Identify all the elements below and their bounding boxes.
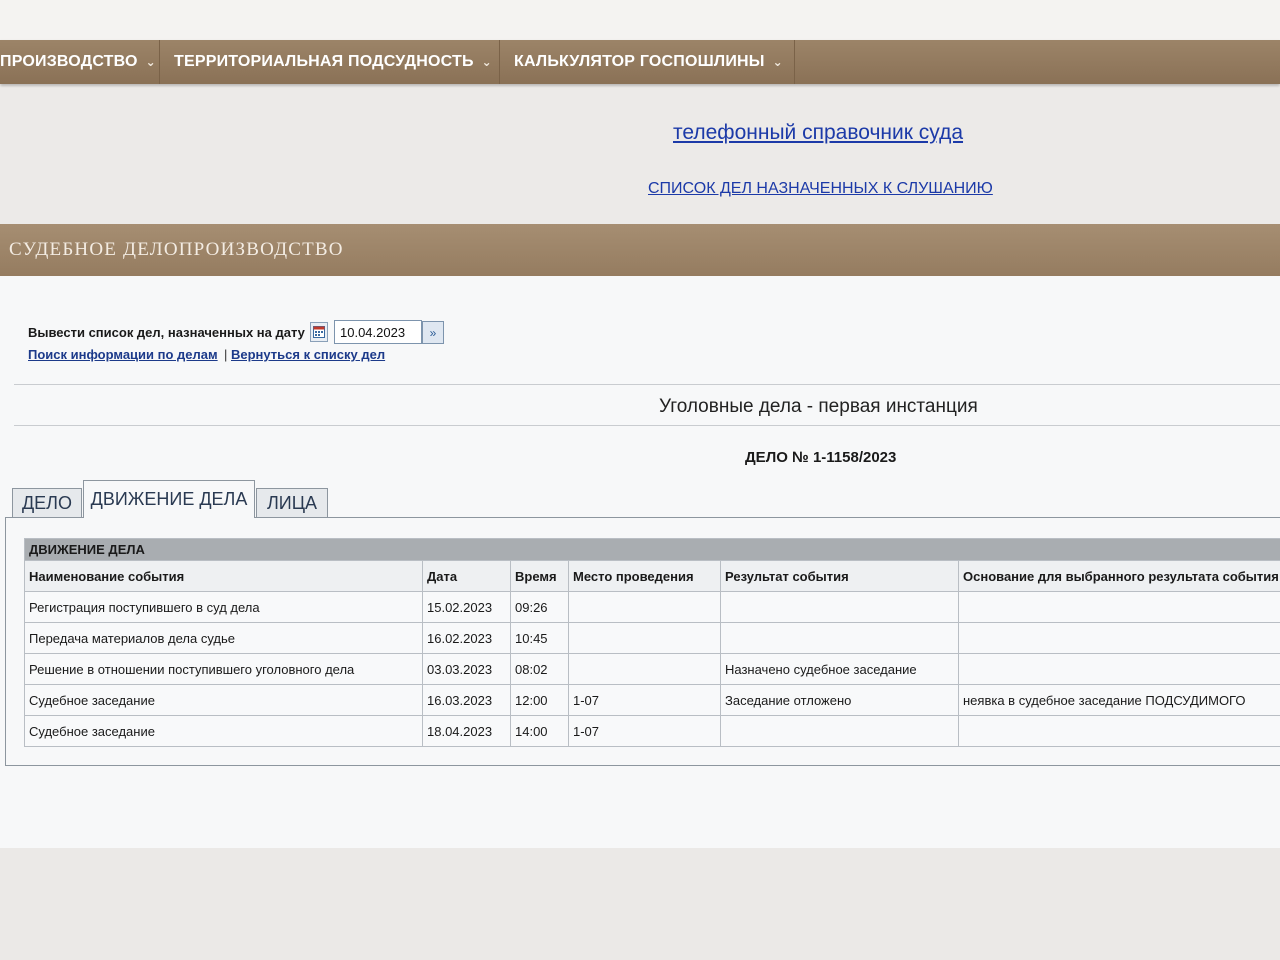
table-row bbox=[25, 623, 1280, 654]
nav-item-fee-calculator[interactable] bbox=[500, 40, 795, 84]
case-search-link[interactable]: Поиск информации по делам bbox=[28, 347, 218, 362]
section-title: СУДЕБНОЕ ДЕЛОПРОИЗВОДСТВО bbox=[9, 239, 344, 260]
event-result-cell: Назначено судебное заседание bbox=[721, 654, 959, 685]
event-result-cell bbox=[721, 592, 959, 623]
links-area bbox=[0, 88, 1280, 224]
date-filter-label: Вывести список дел, назначенных на дату bbox=[28, 325, 305, 340]
link-separator: | bbox=[224, 347, 228, 362]
date-input[interactable] bbox=[334, 320, 422, 344]
table-title: ДВИЖЕНИЕ ДЕЛА bbox=[25, 539, 1280, 561]
event-place-cell bbox=[569, 623, 721, 654]
tab-case-movement[interactable]: ДВИЖЕНИЕ ДЕЛА bbox=[83, 480, 255, 518]
event-time-cell: 12:00 bbox=[511, 685, 569, 716]
nav-item-label: КАЛЬКУЛЯТОР ГОСПОШЛИНЫ bbox=[514, 53, 765, 70]
nav-item-label: ПРОИЗВОДСТВО bbox=[0, 53, 138, 70]
event-result-cell bbox=[721, 716, 959, 747]
table-row bbox=[25, 654, 1280, 685]
divider bbox=[14, 425, 1280, 426]
calendar-icon[interactable] bbox=[310, 322, 328, 342]
event-reason-cell bbox=[959, 623, 1280, 654]
column-header: Результат события bbox=[721, 561, 959, 592]
table-row bbox=[25, 592, 1280, 623]
back-to-list-link[interactable]: Вернуться к списку дел bbox=[231, 347, 386, 362]
case-number: ДЕЛО № 1-1158/2023 bbox=[745, 449, 897, 466]
chevron-down-icon: ⌄ bbox=[481, 55, 492, 69]
table-row bbox=[25, 685, 1280, 716]
main-navbar bbox=[0, 40, 1280, 84]
event-result-cell: Заседание отложено bbox=[721, 685, 959, 716]
event-name-cell: Судебное заседание bbox=[25, 716, 423, 747]
event-result-cell bbox=[721, 623, 959, 654]
event-date-cell: 16.02.2023 bbox=[423, 623, 511, 654]
table-row bbox=[25, 716, 1280, 747]
event-time-cell: 14:00 bbox=[511, 716, 569, 747]
section-header bbox=[0, 224, 1280, 276]
event-name-cell: Регистрация поступившего в суд дела bbox=[25, 592, 423, 623]
event-date-cell: 15.02.2023 bbox=[423, 592, 511, 623]
arrow-right-icon[interactable]: » bbox=[422, 321, 444, 344]
event-time-cell: 08:02 bbox=[511, 654, 569, 685]
chevron-down-icon: ⌄ bbox=[772, 55, 783, 69]
event-name-cell: Передача материалов дела судье bbox=[25, 623, 423, 654]
case-type-heading: Уголовные дела - первая инстанция bbox=[659, 396, 978, 417]
column-header: Наименование события bbox=[25, 561, 423, 592]
phone-directory-link[interactable]: телефонный справочник суда bbox=[673, 121, 964, 144]
nav-item-proceedings[interactable] bbox=[0, 40, 160, 84]
event-date-cell: 18.04.2023 bbox=[423, 716, 511, 747]
event-reason-cell bbox=[959, 592, 1280, 623]
event-date-cell: 03.03.2023 bbox=[423, 654, 511, 685]
event-place-cell: 1-07 bbox=[569, 716, 721, 747]
table-header-row bbox=[25, 561, 1280, 592]
chevron-down-icon: ⌄ bbox=[145, 55, 156, 69]
case-events-table bbox=[24, 538, 1280, 747]
column-header: Место проведения bbox=[569, 561, 721, 592]
nav-item-jurisdiction[interactable] bbox=[160, 40, 500, 84]
tab-persons[interactable]: ЛИЦА bbox=[256, 488, 328, 518]
event-place-cell bbox=[569, 654, 721, 685]
column-header: Дата bbox=[423, 561, 511, 592]
event-place-cell: 1-07 bbox=[569, 685, 721, 716]
event-reason-cell bbox=[959, 654, 1280, 685]
event-reason-cell: неявка в судебное заседание ПОДСУДИМОГО bbox=[959, 685, 1280, 716]
column-header: Основание для выбранного результата события bbox=[959, 561, 1280, 592]
divider bbox=[14, 384, 1280, 385]
event-time-cell: 09:26 bbox=[511, 592, 569, 623]
event-time-cell: 10:45 bbox=[511, 623, 569, 654]
event-reason-cell bbox=[959, 716, 1280, 747]
tab-case[interactable]: ДЕЛО bbox=[12, 488, 82, 518]
column-header: Время bbox=[511, 561, 569, 592]
hearing-list-link[interactable]: СПИСОК ДЕЛ НАЗНАЧЕННЫХ К СЛУШАНИЮ bbox=[648, 180, 993, 197]
event-name-cell: Судебное заседание bbox=[25, 685, 423, 716]
event-date-cell: 16.03.2023 bbox=[423, 685, 511, 716]
page-bottom-area bbox=[0, 848, 1280, 960]
browser-top-area bbox=[0, 0, 1280, 40]
event-name-cell: Решение в отношении поступившего уголовного дела bbox=[25, 654, 423, 685]
nav-item-label: ТЕРРИТОРИАЛЬНАЯ ПОДСУДНОСТЬ bbox=[174, 53, 474, 70]
event-place-cell bbox=[569, 592, 721, 623]
